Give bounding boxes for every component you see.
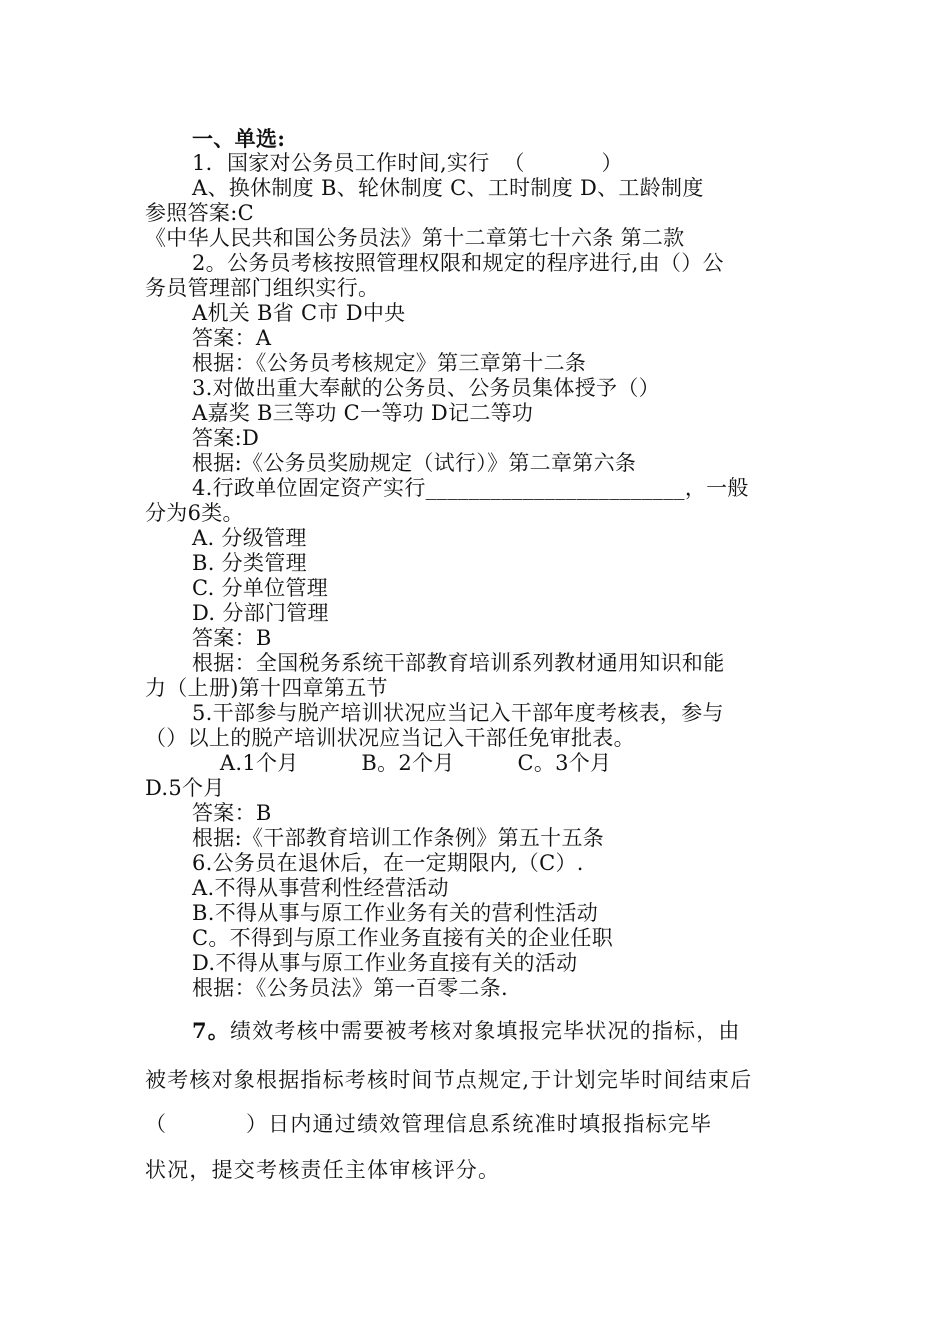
q4-option-a: A. 分级管理 [192, 526, 307, 550]
q6-option-d: D.不得从事与原工作业务直接有关的活动 [192, 951, 578, 975]
q2-options: A机关 B省 C市 D中央 [192, 301, 406, 325]
q6-question: 6.公务员在退休后，在一定期限内,（C）. [192, 851, 584, 875]
q5-question-cont: （）以上的脱产培训状况应当记入干部任免审批表。 [145, 726, 635, 750]
q3-options: A嘉奖 B三等功 C一等功 D记二等功 [192, 401, 534, 425]
q5-question: 5.干部参与脱产培训状况应当记入干部年度考核表，参与 [192, 701, 724, 725]
q4-reference-cont: 力（上册)第十四章第五节 [145, 676, 388, 700]
q1-options: A、换休制度 B、轮休制度 C、工时制度 D、工龄制度 [192, 176, 704, 200]
q7-line-3: （ ）日内通过绩效管理信息系统准时填报指标完毕 [145, 1112, 713, 1136]
q1-reference: 《中华人民共和国公务员法》第十二章第七十六条 第二款 [145, 226, 685, 250]
q6-option-c: C。不得到与原工作业务直接有关的企业任职 [192, 926, 614, 950]
q7-line-4: 状况，提交考核责任主体审核评分。 [145, 1158, 501, 1182]
q1-answer: 参照答案:C [145, 201, 254, 225]
q6-reference: 根据：《公务员法》第一百零二条. [192, 976, 508, 1000]
q4-option-b: B. 分类管理 [192, 551, 307, 575]
q4-reference: 根据：全国税务系统干部教育培训系列教材通用知识和能 [192, 651, 725, 675]
q7-line-1 [145, 1018, 741, 1043]
q5-options: A.1个月 B。2个月 C。3个月 [192, 751, 612, 775]
q4-question: 4.行政单位固定资产实行________________________，一般 [192, 476, 749, 500]
q5-answer: 答案：B [192, 801, 272, 825]
q4-answer: 答案：B [192, 626, 272, 650]
q7-text-1: 绩效考核中需要被考核对象填报完毕状况的指标，由 [230, 1019, 741, 1043]
q5-reference: 根据:《干部教育培训工作条例》第五十五条 [192, 826, 605, 850]
q4-option-c: C. 分单位管理 [192, 576, 329, 600]
q2-reference: 根据：《公务员考核规定》第三章第十二条 [192, 351, 587, 375]
q6-option-a: A.不得从事营利性经营活动 [192, 876, 449, 900]
q7-number: 7。 [192, 1018, 231, 1043]
q3-question: 3.对做出重大奉献的公务员、公务员集体授予（） [192, 376, 660, 400]
q2-question: 2。公务员考核按照管理权限和规定的程序进行,由（）公 [192, 251, 724, 275]
q3-reference: 根据:《公务员奖励规定（试行）》第二章第六条 [192, 451, 637, 475]
q5-option-d: D.5个月 [145, 776, 225, 800]
q1-question: 1．国家对公务员工作时间,实行 （ ） [192, 151, 623, 175]
section-title: 一、单选: [192, 126, 286, 151]
q3-answer: 答案:D [192, 426, 260, 450]
q2-answer: 答案：A [192, 326, 272, 350]
q2-question-cont: 务员管理部门组织实行。 [145, 276, 380, 300]
q7-line-2: 被考核对象根据指标考核时间节点规定,于计划完毕时间结束后 [145, 1068, 753, 1092]
q4-option-d: D. 分部门管理 [192, 601, 329, 625]
q4-question-cont: 分为6类。 [145, 501, 244, 525]
q6-option-b: B.不得从事与原工作业务有关的营利性活动 [192, 901, 599, 925]
